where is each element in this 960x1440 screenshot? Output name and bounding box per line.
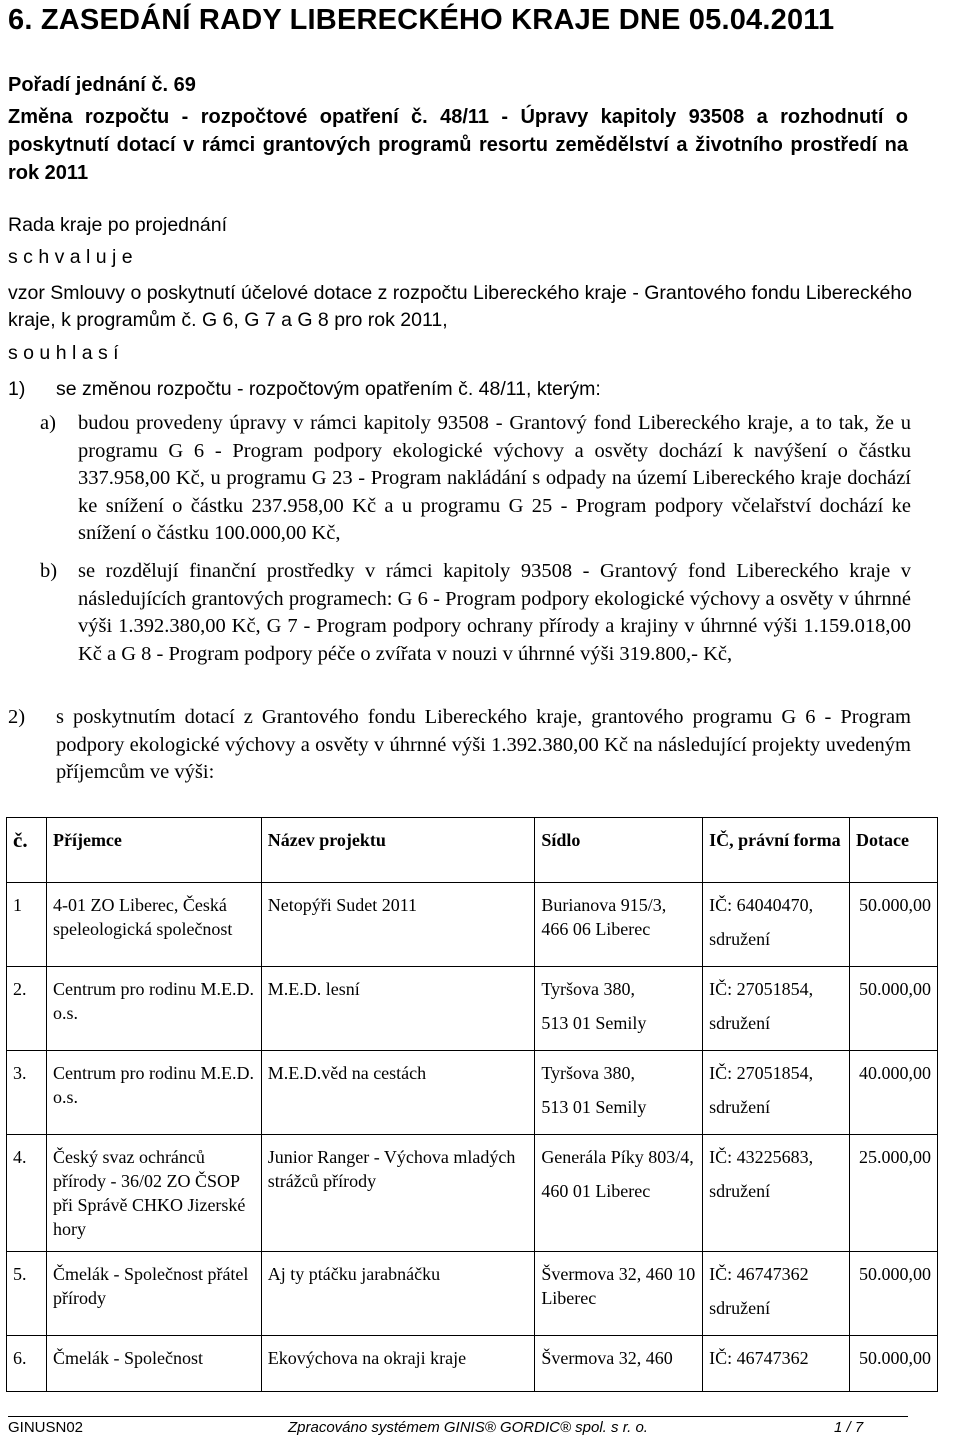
row-seat-line1: Švermova 32, 460 10 Liberec [541, 1264, 696, 1308]
table-row [7, 967, 938, 1051]
point-1-num: 1) [8, 378, 26, 400]
row-legal-form: sdružení [709, 929, 771, 949]
point-1a-num: a) [40, 412, 56, 434]
row-seat [535, 1135, 703, 1252]
row-recipient: Čmelák - Společnost [46, 1336, 261, 1392]
row-no: 5. [7, 1252, 47, 1336]
row-ic-number: IČ: 46747362 [709, 1264, 809, 1284]
footer-code: GINUSN02 [8, 1419, 84, 1436]
council-intro: Rada kraje po projednání [8, 214, 227, 236]
approves-heading: s c h v a l u j e [8, 246, 133, 268]
row-ic [703, 883, 850, 967]
col-header-seat: Sídlo [535, 818, 703, 883]
row-grant: 50.000,00 [849, 883, 937, 967]
row-no: 2. [7, 967, 47, 1051]
col-header-grant: Dotace [849, 818, 937, 883]
row-grant: 25.000,00 [849, 1135, 937, 1252]
row-recipient: Český svaz ochránců přírody - 36/02 ZO ČSOP při Správě CHKO Jizerské hory [46, 1135, 261, 1252]
row-ic-number: IČ: 27051854, [709, 1063, 814, 1083]
row-project: M.E.D. lesní [261, 967, 535, 1051]
row-ic-number: IČ: 43225683, [709, 1147, 814, 1167]
table-row [7, 883, 938, 967]
row-seat-line2: 460 01 Liberec [541, 1181, 651, 1201]
row-no: 4. [7, 1135, 47, 1252]
row-seat [535, 1252, 703, 1336]
row-project: Ekovýchova na okraji kraje [261, 1336, 535, 1392]
footer-system: Zpracováno systémem GINIS® GORDIC® spol. s r. o. [288, 1419, 648, 1436]
row-seat [535, 967, 703, 1051]
agenda-subject: Změna rozpočtu - rozpočtové opatření č. 48/11 - Úpravy kapitoly 93508 a rozhodnutí o poskytnutí dotací v rámci grantových programů resortu zemědělství a životního prostředí na rok 2011 [8, 106, 908, 184]
row-project: M.E.D.věd na cestách [261, 1051, 535, 1135]
row-ic [703, 967, 850, 1051]
row-ic [703, 1336, 850, 1392]
point-1b-num: b) [40, 560, 58, 582]
row-ic [703, 1051, 850, 1135]
row-seat-line1: Tyršova 380, [541, 979, 636, 999]
row-recipient: Centrum pro rodinu M.E.D. o.s. [46, 967, 261, 1051]
point-2-num: 2) [8, 706, 26, 728]
table-row [7, 1336, 938, 1392]
row-project: Netopýři Sudet 2011 [261, 883, 535, 967]
approves-text: vzor Smlouvy o poskytnutí účelové dotace z rozpočtu Libereckého kraje - Grantového fondu Libereckého kraje, k programům č. G 6, G 7 a G 8 pro rok 2011, [8, 282, 913, 331]
col-header-ic: IČ, právní forma [703, 818, 850, 883]
row-project: Junior Ranger - Výchova mladých strážců přírody [261, 1135, 535, 1252]
row-grant: 50.000,00 [849, 1252, 937, 1336]
row-project: Aj ty ptáčku jarabnáčku [261, 1252, 535, 1336]
grants-table [6, 817, 938, 1392]
row-no: 6. [7, 1336, 47, 1392]
row-no: 1 [7, 883, 47, 967]
row-legal-form: sdružení [709, 1181, 771, 1201]
page-footer [8, 1416, 908, 1436]
row-seat [535, 883, 703, 967]
point-1a-text: budou provedeny úpravy v rámci kapitoly 93508 - Grantový fond Libereckého kraje, a to tak, že u programu G 6 - Program podpory ekologické výchovy a osvěty dochází k navýšení o částku 337.958,00 Kč, u programu G 23 - Program nakládání s odpady na území Libereckého kraje dochází ke snížení o částku 237.958,00 Kč a u programu G 25 - Program podpory včelařství dochází ke snížení o částku 100.000,00 Kč, [78, 412, 911, 544]
row-seat-line1: Burianova 915/3, 466 06 Liberec [541, 895, 667, 939]
point-1-text: se změnou rozpočtu - rozpočtovým opatřením č. 48/11, kterým: [56, 378, 601, 400]
col-header-project: Název projektu [261, 818, 535, 883]
table-row [7, 1135, 938, 1252]
row-grant: 50.000,00 [849, 1336, 937, 1392]
point-2-text: s poskytnutím dotací z Grantového fondu Libereckého kraje, grantového programu G 6 - Program podpory ekologické výchovy a osvěty v úhrnné výši 1.392.380,00 Kč na následující projekty uvedeným příjemcům ve výši: [56, 706, 911, 783]
table-row [7, 1051, 938, 1135]
row-ic [703, 1135, 850, 1252]
footer-page: 1 / 7 [834, 1419, 864, 1436]
row-recipient: Čmelák - Společnost přátel přírody [46, 1252, 261, 1336]
agenda-item: Pořadí jednání č. 69 [8, 74, 196, 96]
row-ic-number: IČ: 64040470, [709, 895, 814, 915]
row-seat-line2: 513 01 Semily [541, 1097, 647, 1117]
row-seat-line1: Švermova 32, 460 [541, 1348, 673, 1368]
row-legal-form: sdružení [709, 1013, 771, 1033]
table-row [7, 1252, 938, 1336]
row-grant: 40.000,00 [849, 1051, 937, 1135]
col-header-no: č. [7, 818, 47, 883]
page-title: 6. ZASEDÁNÍ RADY LIBERECKÉHO KRAJE DNE 05.04.2011 [8, 4, 835, 36]
row-seat-line1: Generála Píky 803/4, [541, 1147, 694, 1167]
col-header-recipient: Příjemce [46, 818, 261, 883]
row-recipient: Centrum pro rodinu M.E.D. o.s. [46, 1051, 261, 1135]
row-seat-line1: Tyršova 380, [541, 1063, 636, 1083]
row-seat [535, 1336, 703, 1392]
row-ic-number: IČ: 46747362 [709, 1348, 809, 1368]
row-ic-number: IČ: 27051854, [709, 979, 814, 999]
row-recipient: 4-01 ZO Liberec, Česká speleologická společnost [46, 883, 261, 967]
point-1b-text: se rozdělují finanční prostředky v rámci kapitoly 93508 - Grantový fond Libereckého kraje v následujících grantových programech: G 6 - Program podpory ekologické výchovy a osvěty v úhrnné výši 1.392.380,00 Kč, G 7 - Program podpory ochrany přírody a krajiny v úhrnné výši 1.159.018,00 Kč a G 8 - Program podpory péče o zvířata v nouzi v úhrnné výši 319.800,- Kč, [78, 560, 911, 665]
row-no: 3. [7, 1051, 47, 1135]
table-header-row [7, 818, 938, 883]
row-ic [703, 1252, 850, 1336]
row-legal-form: sdružení [709, 1097, 771, 1117]
row-seat [535, 1051, 703, 1135]
agrees-heading: s o u h l a s í [8, 342, 119, 364]
row-seat-line2: 513 01 Semily [541, 1013, 647, 1033]
row-legal-form: sdružení [709, 1298, 771, 1318]
row-grant: 50.000,00 [849, 967, 937, 1051]
